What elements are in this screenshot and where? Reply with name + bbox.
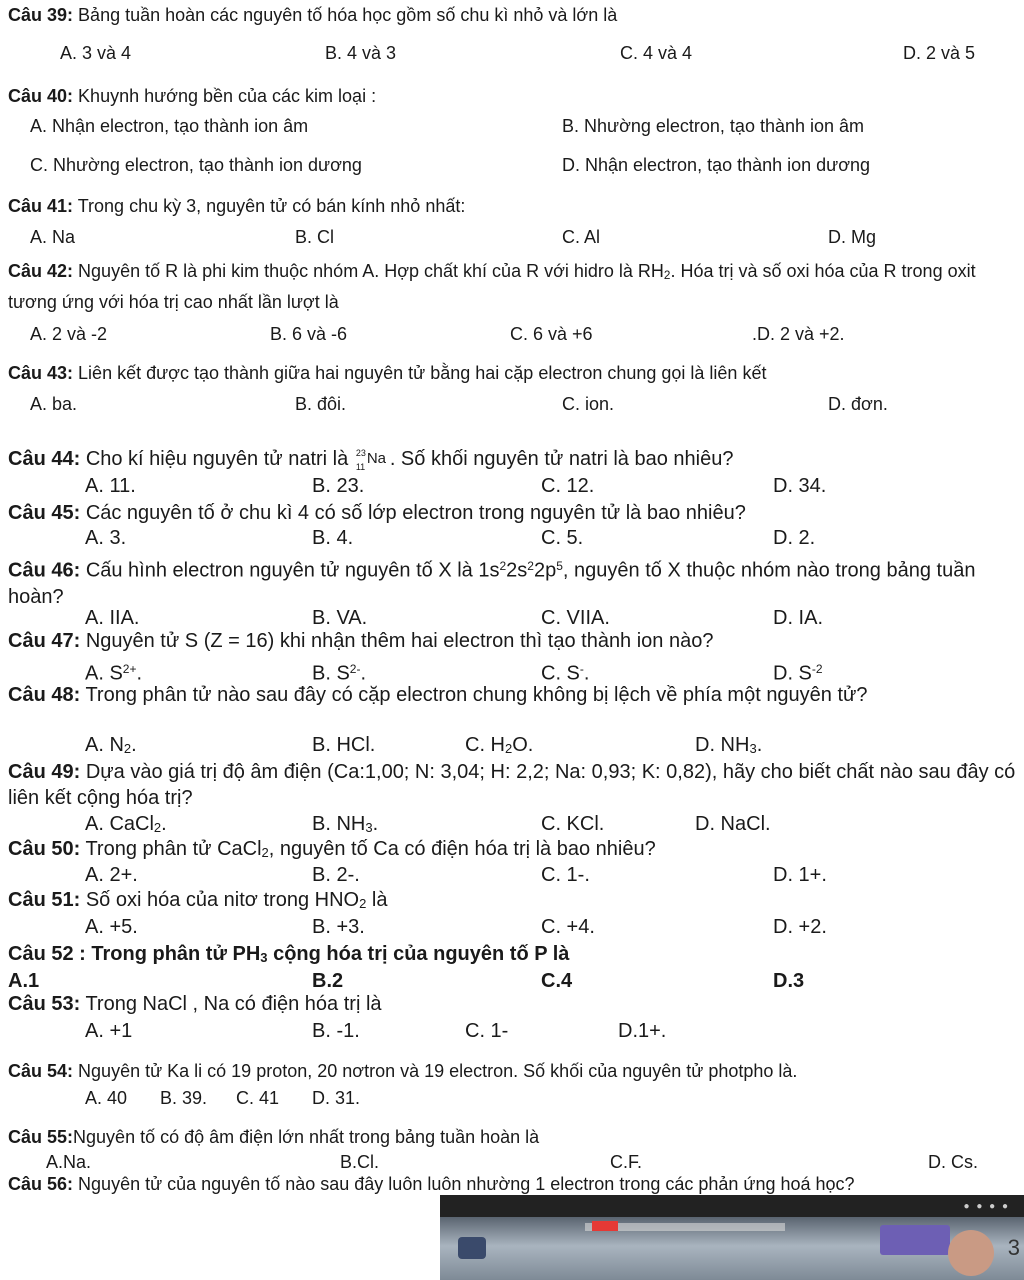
option-b[interactable]: B. 39. xyxy=(160,1088,208,1108)
question-text-cont: , nguyên tố X thuộc nhóm nào trong bảng tuần hoàn? xyxy=(8,559,976,608)
question-text: Cho kí hiệu nguyên tử natri là xyxy=(85,448,349,470)
option-a[interactable]: A. +1 xyxy=(85,1020,133,1042)
video-thumbnail[interactable] xyxy=(880,1225,950,1255)
question-label: Câu 42: xyxy=(8,261,74,281)
option-b[interactable] xyxy=(312,732,375,758)
question-text-cont: , nguyên tố Ca có điện hóa trị là bao nhiêu? xyxy=(268,838,656,860)
question-stem xyxy=(8,1058,1022,1084)
option-b[interactable]: B. -1. xyxy=(312,1020,360,1042)
question-stem xyxy=(8,446,1022,472)
element-symbol: Na xyxy=(366,450,386,467)
option-b[interactable]: B. VA. xyxy=(312,607,368,629)
option-a[interactable]: A. 3. xyxy=(85,527,127,549)
subscript: 3 xyxy=(749,740,757,756)
option-c[interactable]: C. 41 xyxy=(236,1088,280,1108)
option-d[interactable]: D. +2. xyxy=(773,916,827,938)
option-text: A. CaCl xyxy=(85,813,154,835)
option-d[interactable]: D.3 xyxy=(773,970,805,992)
question-label: Câu 49: xyxy=(8,761,81,783)
option-c[interactable]: C. 12. xyxy=(541,475,595,497)
video-overlay[interactable] xyxy=(440,1195,1024,1280)
option-text: D. NH xyxy=(695,734,750,756)
superscript: 2 xyxy=(527,559,534,573)
option-c[interactable]: C. ion. xyxy=(562,394,615,414)
option-b[interactable]: B. đôi. xyxy=(295,394,347,414)
subscript: 2 xyxy=(359,895,367,911)
option-b[interactable]: B. 4 và 3 xyxy=(325,43,397,63)
question-text: Cấu hình electron nguyên tử nguyên tố X là 1s xyxy=(85,559,500,582)
option-b[interactable]: B. 6 và -6 xyxy=(270,324,348,344)
question-label: Câu 41: xyxy=(8,196,74,216)
mass-number: 23 xyxy=(355,448,366,458)
option-a[interactable]: A. Nhận electron, tạo thành ion âm xyxy=(30,116,309,136)
option-text: B. NH xyxy=(312,813,366,835)
option-d[interactable]: D. 2 và 5 xyxy=(903,43,976,63)
question-stem xyxy=(8,1124,1022,1150)
question-label: Câu 50: xyxy=(8,838,81,860)
subscript: 2 xyxy=(505,740,513,756)
question-text: Số oxi hóa của nitơ trong HNO xyxy=(85,889,360,911)
option-d[interactable]: D. 2. xyxy=(773,527,816,549)
question-label: Câu 55: xyxy=(8,1127,74,1147)
question-text: Trong NaCl , Na có điện hóa trị là xyxy=(85,993,382,1015)
live-badge xyxy=(592,1221,618,1231)
option-a[interactable]: A. Na xyxy=(30,227,76,247)
option-b[interactable]: B. 2-. xyxy=(312,864,360,886)
option-text: C. S xyxy=(541,662,580,685)
question-label: Câu 46: xyxy=(8,559,81,582)
question-text: Trong phân tử CaCl xyxy=(85,838,262,860)
sodium-nuclide-symbol xyxy=(354,446,390,472)
option-text: C. H xyxy=(465,734,505,756)
subscript: 2 xyxy=(123,740,132,756)
option-suffix: O. xyxy=(512,734,534,756)
question-stem xyxy=(8,360,1022,386)
option-suffix: . xyxy=(756,734,763,756)
option-c[interactable]: C.4 xyxy=(541,970,573,992)
superscript: 5 xyxy=(556,559,563,573)
option-d[interactable]: D. 31. xyxy=(312,1088,361,1108)
question-label: Câu 39: xyxy=(8,5,74,25)
subscript: 2 xyxy=(261,844,269,860)
question-text-cont: . Hóa trị và số oxi hóa của R trong oxit tương ứng với hóa trị cao nhất lần lượt là xyxy=(8,261,976,312)
question-label: Câu 53: xyxy=(8,993,81,1015)
question-stem xyxy=(8,1171,1022,1197)
question-text: Liên kết được tạo thành giữa hai nguyên tử bằng hai cặp electron chung gọi là liên kết xyxy=(78,363,767,383)
superscript: - xyxy=(579,662,584,676)
option-suffix: . xyxy=(161,813,167,835)
option-d[interactable]: D. đơn. xyxy=(828,394,888,414)
question-text: Bảng tuần hoàn các nguyên tố hóa học gồm số chu kì nhỏ và lớn là xyxy=(78,5,618,25)
option-c[interactable]: C. 6 và +6 xyxy=(510,324,593,344)
superscript: 2+ xyxy=(122,662,137,676)
option-a[interactable]: A. IIA. xyxy=(85,607,140,629)
question-text-cont: . Số khối nguyên tử natri là bao nhiêu? xyxy=(389,448,734,470)
question-text: Nguyên tố R là phi kim thuộc nhóm A. Hợp chất khí của R với hidro là RH xyxy=(78,261,664,281)
option-suffix: . xyxy=(360,662,367,685)
option-d[interactable]: D. 1+. xyxy=(773,864,827,886)
question-stem xyxy=(8,500,1022,526)
question-label: Câu 52 : xyxy=(8,943,86,965)
question-stem xyxy=(8,2,1022,28)
option-a[interactable]: A. ba. xyxy=(30,394,78,414)
option-b[interactable]: B. Cl xyxy=(295,227,335,247)
option-d[interactable]: D. Cs. xyxy=(928,1152,979,1172)
question-text: Nguyên tố có độ âm điện lớn nhất trong bảng tuần hoàn là xyxy=(73,1127,540,1147)
option-a[interactable]: A. 2+. xyxy=(85,864,138,886)
question-label: Câu 54: xyxy=(8,1061,74,1081)
question-stem xyxy=(8,991,1022,1017)
question-label: Câu 43: xyxy=(8,363,74,383)
option-b[interactable]: B. 4. xyxy=(312,527,354,549)
superscript: -2 xyxy=(811,662,823,676)
question-label: Câu 44: xyxy=(8,448,81,470)
question-stem xyxy=(8,628,1022,654)
option-text: D. S xyxy=(773,662,812,685)
page-number: 3 xyxy=(1007,1235,1020,1260)
question-label: Câu 40: xyxy=(8,86,74,106)
option-text: D. NaCl. xyxy=(695,813,771,835)
option-c[interactable]: C. 1-. xyxy=(541,864,590,886)
question-label: Câu 51: xyxy=(8,889,81,911)
option-d[interactable] xyxy=(695,811,771,837)
option-d[interactable]: D. Mg xyxy=(828,227,877,247)
option-c[interactable]: C. Nhường electron, tạo thành ion dương xyxy=(30,155,362,175)
question-text: Nguyên tử Ka li có 19 proton, 20 nơtron và 19 electron. Số khối của nguyên tử photpho là. xyxy=(78,1061,798,1081)
option-a[interactable]: A. 11. xyxy=(85,475,136,497)
avatar xyxy=(948,1230,994,1276)
option-text: B. S xyxy=(312,662,350,685)
option-suffix: . xyxy=(583,662,590,685)
question-label: Câu 56: xyxy=(8,1174,74,1194)
subscript: 3 xyxy=(365,819,373,835)
subscript: 2 xyxy=(153,819,162,835)
option-suffix: . xyxy=(372,813,379,835)
option-c[interactable] xyxy=(541,811,604,837)
option-a[interactable]: A. 2 và -2 xyxy=(30,324,108,344)
question-text: Khuynh hướng bền của các kim loại : xyxy=(78,86,377,106)
option-b[interactable]: B.2 xyxy=(312,970,344,992)
question-stem xyxy=(8,887,1022,917)
question-stem xyxy=(8,83,1022,109)
question-stem xyxy=(8,759,1022,811)
question-text: Trong phân tử nào sau đây có cặp electron chung không bị lệch về phía một nguyên tử? xyxy=(85,684,868,706)
option-a[interactable]: A. 3 và 4 xyxy=(60,43,132,63)
question-stem xyxy=(8,193,1022,219)
option-a[interactable]: A. +5. xyxy=(85,916,138,938)
more-icon[interactable]: ● ● ● ● xyxy=(963,1201,1010,1212)
question-text-cont: cộng hóa trị của nguyên tố P là xyxy=(267,943,570,965)
question-text: Dựa vào giá trị độ âm điện (Ca:1,00; N: 3,04; H: 2,2; Na: 0,93; K: 0,82), hãy cho biết chất nào sau đây có liên kết cộng hóa trị? xyxy=(8,761,1016,809)
option-d[interactable]: D.1+. xyxy=(618,1020,667,1042)
option-suffix: . xyxy=(136,662,143,685)
option-d[interactable]: D. IA. xyxy=(773,607,824,629)
orbital: 2s xyxy=(506,559,528,582)
video-overlay-topbar xyxy=(440,1195,1024,1217)
option-c[interactable]: C. 5. xyxy=(541,527,584,549)
option-c[interactable]: C. 4 và 4 xyxy=(620,43,693,63)
question-label: Câu 48: xyxy=(8,684,81,706)
subscript: 2 xyxy=(663,268,671,282)
option-b[interactable]: B. 23. xyxy=(312,475,365,497)
option-d[interactable]: D. 34. xyxy=(773,475,827,497)
superscript: 2- xyxy=(349,662,361,676)
option-a[interactable]: A.Na. xyxy=(46,1152,92,1172)
option-c[interactable]: C. +4. xyxy=(541,916,595,938)
option-d[interactable]: .D. 2 và +2. xyxy=(752,324,845,344)
question-label: Câu 47: xyxy=(8,630,81,652)
option-text: A. N xyxy=(85,734,124,756)
option-a[interactable]: A. 40 xyxy=(85,1088,128,1108)
superscript: 2 xyxy=(499,559,507,573)
option-c[interactable] xyxy=(465,732,533,762)
question-text: Các nguyên tố ở chu kì 4 có số lớp electron trong nguyên tử là bao nhiêu? xyxy=(85,502,746,524)
subscript: 3 xyxy=(260,949,268,965)
option-a[interactable] xyxy=(85,732,137,762)
option-c[interactable]: C. 1- xyxy=(465,1020,509,1042)
option-a[interactable]: A.1 xyxy=(8,970,40,992)
orbital: 2p xyxy=(533,559,557,582)
question-text: Trong chu kỳ 3, nguyên tử có bán kính nhỏ nhất: xyxy=(77,196,466,216)
option-suffix: . xyxy=(131,734,137,756)
question-stem xyxy=(8,258,1022,315)
question-stem xyxy=(8,682,1022,708)
play-icon[interactable] xyxy=(458,1237,486,1259)
question-stem xyxy=(8,941,1022,971)
option-b[interactable]: B. Nhường electron, tạo thành ion âm xyxy=(562,116,865,136)
atomic-number: 11 xyxy=(355,462,366,472)
option-d[interactable] xyxy=(695,732,762,762)
question-text: Nguyên tử S (Z = 16) khi nhận thêm hai electron thì tạo thành ion nào? xyxy=(85,630,714,652)
question-text: Trong phân tử PH xyxy=(91,943,261,965)
option-text: C. KCl. xyxy=(541,813,605,835)
question-stem xyxy=(8,553,1022,610)
question-text: Nguyên tử của nguyên tố nào sau đây luôn luôn nhường 1 electron trong các phản ứng hoá học? xyxy=(78,1174,855,1194)
option-c[interactable]: C. VIIA. xyxy=(541,607,610,629)
question-text-cont: là xyxy=(366,889,388,911)
option-text: A. S xyxy=(85,662,123,685)
option-b[interactable]: B.Cl. xyxy=(340,1152,380,1172)
question-label: Câu 45: xyxy=(8,502,81,524)
option-c[interactable]: C. Al xyxy=(562,227,601,247)
option-c[interactable]: C.F. xyxy=(610,1152,643,1172)
option-b[interactable]: B. +3. xyxy=(312,916,365,938)
question-stem xyxy=(8,836,1022,866)
option-text: B. HCl. xyxy=(312,734,376,756)
option-d[interactable]: D. Nhận electron, tạo thành ion dương xyxy=(562,155,871,175)
